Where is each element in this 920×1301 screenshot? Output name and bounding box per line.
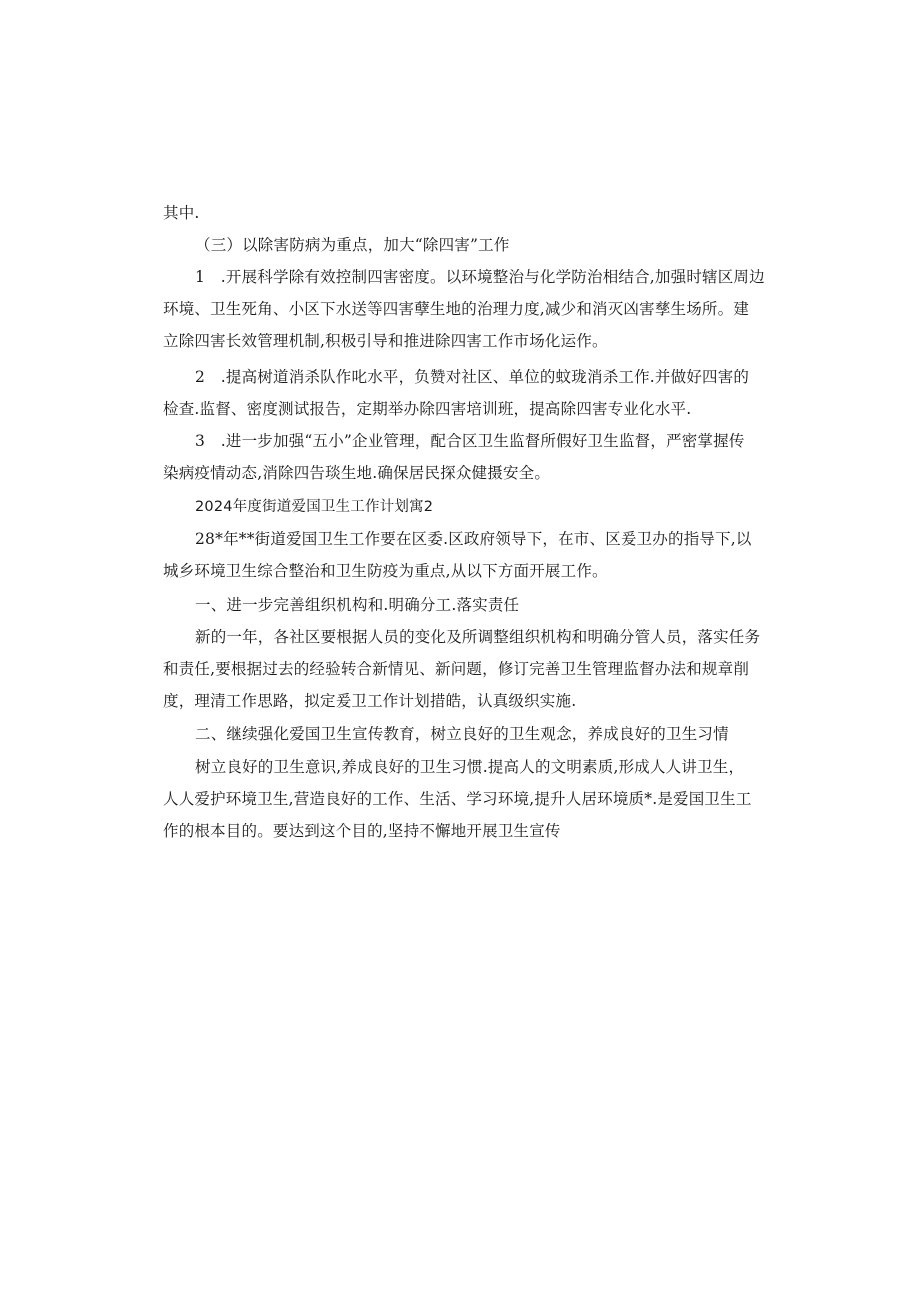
para-1-line-3: 度，理清工作思路，拟定爰卫工作计划措皓，认真级织实施. xyxy=(163,692,577,710)
text-line-continuation: 其中. xyxy=(163,204,200,222)
item-1-line-2: 环境、卫生死角、小区下水送等四害孽生地的治理力度,减少和消灭凶害孳生场所。建 xyxy=(163,300,750,318)
item-3-line-2: 染病疫情动态,消除四告琰生地.确保居民探众健摄安全。 xyxy=(163,464,551,482)
para-1-line-1: 新的一年，各社区要根据人员的变化及所调整组织机构和明确分管人员，落实任务 xyxy=(195,628,761,646)
intro-line-2: 城乡环境卫生综合整治和卫生防疫为重点,从以下方面开展工作。 xyxy=(163,562,608,580)
item-1-line-3: 立除四害长效管理机制,积极引导和推进除四害工作市场化运作。 xyxy=(163,332,608,350)
item-2-line-1: 2 .提高树道消杀队作叱水平，负赞对社区、单位的蚊珑消杀工作.并做好四害的 xyxy=(195,368,750,386)
item-1-line-1: 1 .开展科学除有效控制四害密度。以环境整治与化学防治相结合,加强时辖区周边 xyxy=(195,268,765,286)
section-heading-2: 二、继续强化爱国卫生宣传教育，树立良好的卫生观念，养成良好的卫生习情 xyxy=(195,725,729,743)
intro-line-1: 28*年**街道爱国卫生工作要在区委.区政府领导下，在市、区爰卫办的指导下,以 xyxy=(195,530,752,548)
para-2-line-1: 树立良好的卫生意识,养成良好的卫生习惯.提高人的文明素质,形成人人讲卫生， xyxy=(195,758,745,776)
para-2-line-2: 人人爱护环境卫生,营造良好的工作、生活、学习环境,提升人居环境质*.是爱国卫生工 xyxy=(163,790,752,808)
item-3-line-1: 3 .进一步加强“五小”企业管理，配合区卫生监督所假好卫生监督，严密掌握传 xyxy=(195,432,745,450)
item-2-line-2: 检查.监督、密度测试报告，定期举办除四害培训班，提高除四害专业化水平. xyxy=(163,400,692,418)
section-heading-3: （三）以除害防病为重点，加大“除四害”工作 xyxy=(195,236,510,254)
para-2-line-3: 作的根本目的。要达到这个目的,坚持不懈地开展卫生宣传 xyxy=(163,822,561,840)
para-1-line-2: 和责任,要根据过去的经验转合新情见、新问题，修订完善卫生管理监督办法和规章削 xyxy=(163,660,750,678)
document-title: 2024年度街道爱国卫生工作计划寓2 xyxy=(195,499,434,515)
section-heading-1: 一、进一步完善组织机构和.明确分工.落实责任 xyxy=(195,596,520,614)
